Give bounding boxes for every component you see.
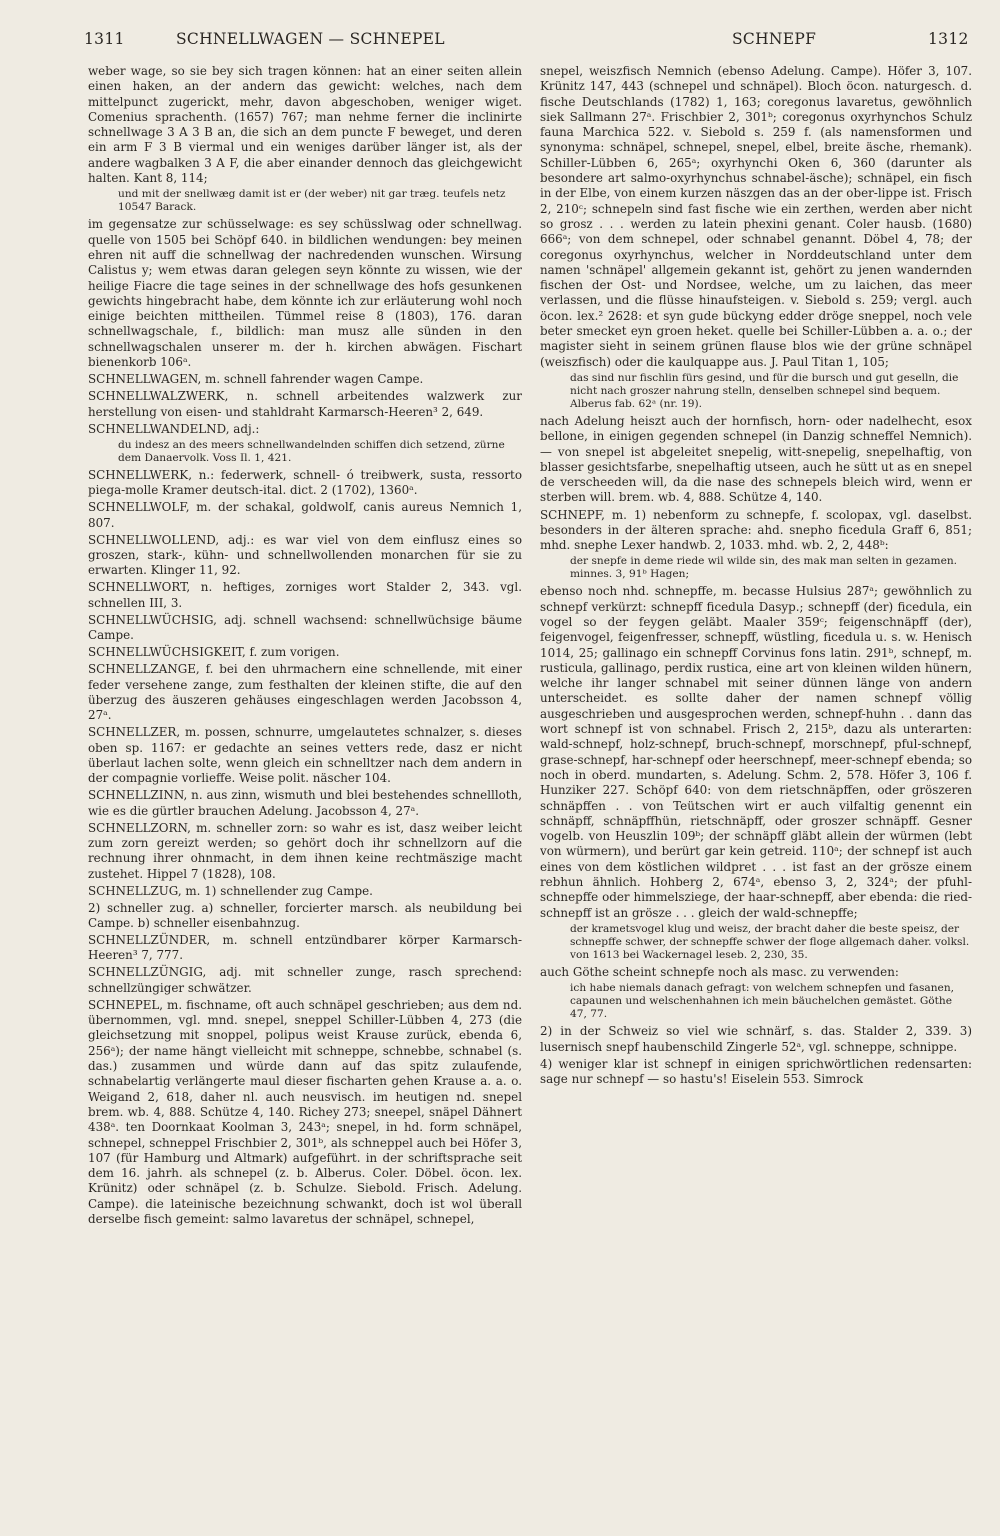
- left-column: [88, 64, 522, 1524]
- entry-paragraph: im gegensatze zur schüsselwage: es sey schüsslwag oder schnellwag. quelle von 1505 bei Schöpf 640. in bildlichen wendungen: bey meinen ehren nit auff die schnellwag der nachredenden wunschen. Wirsung Calistus y; wem etwas daran gelegen seyn könnte zu wissen, wie der heilige Fiacre die tage seines in der schnellwage des hofs gesunkenen gewichts hingebracht habe, dem könnte ich zur erläuterung wohl noch einige beichten mittheilen. Tümmel reise 8 (1803), 176. daran schnellwagschale, f., bildlich: man musz alle sünden in den schnellwagschalen unserer m. der h. kirchen abwägen. Fischart bienenkorb 106ᵃ.: [88, 217, 522, 370]
- right-page-number: 1312: [928, 30, 969, 48]
- entry-paragraph: 4) weniger klar ist schnepf in einigen sprichwörtlichen redensarten: sage nur schnepf — so hastu's! Eiselein 553. Simrock: [540, 1056, 972, 1086]
- quotation-block: ich habe niemals danach gefragt: von welchem schnepfen und fasanen, capaunen und welschenhahnen ich mein bäuchelchen gemästet. Göthe 47, 77.: [570, 982, 955, 1021]
- entry-paragraph: nach Adelung heiszt auch der hornfisch, horn- oder nadelhecht, esox bellone, in einigen gegenden schnepel (in Danzig schneffel Nemnich). — von snepel ist abgeleitet snepelig, witt-snepelig, snepelhaftig, von blasser gesichtsfarbe, snepelhaftig utseen, auch he sütt ut as en snepel de verscheeden will, da die nase des schnepels bleich wird, wenn er sterben will. brem. wb. 4, 888. Schütze 4, 140.: [540, 413, 972, 505]
- quotation-block: du indesz an des meers schnellwandelnden schiffen dich setzend, zürne dem Danaervolk. Voss Il. 1, 421.: [118, 438, 505, 464]
- entry-paragraph: SCHNELLWÜCHSIG, adj. schnell wachsend: schnellwüchsige bäume Campe.: [88, 612, 522, 643]
- entry-paragraph: 2) in der Schweiz so viel wie schnärf, s. das. Stalder 2, 339. 3) lusernisch snepf haubenschild Zingerle 52ᵃ, vgl. schneppe, schnippe.: [540, 1024, 972, 1054]
- quotation-block: das sind nur fischlin fürs gesind, und für die bursch und gut geselln, die nicht nach groszer nahrung stelln, denselben schnepel sind bequem. Alberus fab. 62ᵃ (nr. 19).: [570, 371, 959, 410]
- entry-paragraph: SCHNELLZANGE, f. bei den uhrmachern eine schnellende, mit einer feder versehene zange, zum festhalten der kleinen stifte, die auf den überzug des äuszeren gehäuses eingeschlagen werden Jacobsson 4, 27ᵃ.: [88, 662, 522, 723]
- entry-paragraph: weber wage, so sie bey sich tragen können: hat an einer seiten allein einen haken, an der andern das gewicht: welches, nach dem mittelpunct zugerickt, mehr, davon abgeschoben, weniger wiget. Comenius sprachenth. (1657) 767; man nehme ferner die inclinirte schnellwage 3 A 3 B an, die sich an dem puncte F beweget, und deren ein arm F 3 B viermal und ein weniges darüber länger ist, als der andere wagbalken 3 A F, die aber einander dennoch das gleichgewicht halten. Kant 8, 114;: [88, 64, 522, 186]
- entry-paragraph: SCHNEPF, m. 1) nebenform zu schnepfe, f. scolopax, vgl. daselbst. besonders in der älteren sprache: ahd. snepho ficedula Graff 6, 851; mhd. snephe Lexer handwb. 2, 1033. mhd. wb. 2, 2, 448ᵇ:: [540, 507, 972, 553]
- entry-paragraph: SCHNELLZÜNGIG, adj. mit schneller zunge, rasch sprechend: schnellzüngiger schwätzer.: [88, 965, 522, 995]
- right-column: [540, 64, 972, 1524]
- entry-paragraph: SCHNELLWERK, n.: federwerk, schnell- ó treibwerk, susta, ressorto piega-molle Kramer deutsch-ital. dict. 2 (1702), 1360ᵃ.: [88, 467, 522, 498]
- entry-paragraph: SCHNELLZUG, m. 1) schnellender zug Campe.: [88, 883, 373, 898]
- entry-paragraph: SCHNELLWAGEN, m. schnell fahrender wagen Campe.: [88, 372, 424, 387]
- entry-paragraph: SCHNELLZINN, n. aus zinn, wismuth und blei bestehendes schnellloth, wie es die gürtler brauchen Adelung. Jacobsson 4, 27ᵃ.: [88, 788, 522, 818]
- entry-paragraph: SCHNEPEL, m. fischname, oft auch schnäpel geschrieben; aus dem nd. übernommen, vgl. mnd. snepel, sneppel Schiller-Lübben 4, 273 (die gleichsetzung mit snoppel, polipus weist Krause zurück, ebenda 6, 256ᵃ); der name hängt vielleicht mit schneppe, schnebbe, schnabel (s. das.) zusammen und würde dann auf das spitz zulaufende, schnabelartig verlängerte maul dieser fischarten gehen Krause a. a. o. Weigand 2, 618, daher nl. auch neusvisch. im heutigen nd. snepel brem. wb. 4, 888. Schütze 4, 140. Richey 273; sneepel, snäpel Dähnert 438ᵃ. ten Doornkaat Koolman 3, 243ᵃ; snepel, in hd. form schnäpel, schnepel, schneppel Frischbier 2, 301ᵇ, als schneppel auch bei Höfer 3, 107 (für Hamburg und Altmark) aufgeführt. in der schriftsprache seit dem 16. jahrh. als schnepel (z. b. Alberus. Coler. Döbel. öcon. lex. Krünitz) oder schnäpel (z. b. Schulze. Siebold. Frisch. Adelung. Campe). die lateinische bezeichnung schwankt, doch ist wol überall derselbe fisch gemeint: salmo lavaretus der schnäpel, schnepel,: [88, 997, 522, 1227]
- entry-paragraph: SCHNELLZORN, m. schneller zorn: so wahr es ist, dasz weiber leicht zum zorn gereizt werden; so gehört doch ihr schnellzorn auf die rechnung ihrer ohnmacht, in dem ihnen keine rechtmäszige macht zustehet. Hippel 7 (1828), 108.: [88, 820, 522, 881]
- entry-paragraph: SCHNELLWÜCHSIGKEIT, f. zum vorigen.: [88, 645, 340, 660]
- entry-paragraph: 2) schneller zug. a) schneller, forcierter marsch. als neubildung bei Campe. b) schneller eisenbahnzug.: [88, 900, 522, 930]
- entry-paragraph: auch Göthe scheint schnepfe noch als masc. zu verwenden:: [540, 964, 899, 979]
- left-page-number: 1311: [84, 30, 125, 48]
- left-running-title: SCHNELLWAGEN — SCHNEPEL: [176, 30, 445, 48]
- entry-paragraph: SCHNELLWALZWERK, n. schnell arbeitendes walzwerk zur herstellung von eisen- und stahldraht Karmarsch-Heeren³ 2, 649.: [88, 389, 522, 419]
- entry-paragraph: SCHNELLWOLF, m. der schakal, goldwolf, canis aureus Nemnich 1, 807.: [88, 500, 522, 530]
- entry-paragraph: SCHNELLWORT, n. heftiges, zorniges wort Stalder 2, 343. vgl. schnellen III, 3.: [88, 580, 522, 610]
- right-running-title: SCHNEPF: [732, 30, 817, 48]
- quotation-block: der snepfe in deme riede wil wilde sin, des mak man selten in gezamen. minnes. 3, 91ᵇ Hagen;: [570, 555, 958, 581]
- entry-paragraph: SCHNELLZER, m. possen, schnurre, umgelautetes schnalzer, s. dieses oben sp. 1167: er gedachte an seines vetters rede, dasz er nicht überlaut lachen solte, wenn gleich ein schnelltzer nach dem andern in der compagnie vorlieffe. Weise polit. näscher 104.: [88, 725, 522, 786]
- quotation-block: und mit der snellwæg damit ist er (der weber) nit gar træg. teufels netz 10547 Barack.: [118, 188, 506, 214]
- entry-paragraph: SCHNELLWANDELND, adj.:: [88, 421, 260, 436]
- entry-paragraph: snepel, weiszfisch Nemnich (ebenso Adelung. Campe). Höfer 3, 107. Krünitz 147, 443 (schnepel und schnäpel). Bloch öcon. naturgesch. d. fische Deutschlands (1782) 1, 163; coregonus lavaretus, gewöhnlich siek Sallmann 27ᵃ. Frischbier 2, 301ᵇ; coregonus oxyrhynchos Schulz fauna Marchica 522. v. Siebold s. 259 f. (als namensformen und synonyma: schnäpel, schnepel, snepel, elbel, breite äsche, rhemank). Schiller-Lübben 6, 265ᵃ; oxyrhynchi Oken 6, 360 (darunter als besondere art salmo-oxyrhynchus schnabel-äsche); schnäpel, ein fisch in der Elbe, von einem kurzen näszgen das an der ober-lippe ist. Frisch 2, 210ᶜ; schnepeln sind fast fische wie ein zerthen, werden aber nicht so grosz . . . werden zu latein phexini genant. Coler hausb. (1680) 666ᵃ; von dem schnepel, oder schnabel genannt. Döbel 4, 78; der coregonus oxyrhynchus, welcher in Norddeutschland unter dem namen 'schnäpel' allgemein gekannt ist, gehört zu jenen wandernden fischen der Ost- und Nordsee, welche, um zu laichen, das meer verlassen, und die flüsse hinaufsteigen. v. Siebold s. 259; vergl. auch öcon. lex.² 2628: et syn gude bückyng edder dröge sneppel, noch vele beter smecket eyn groen heket. quelle bei Schiller-Lübben a. a. o.; der magister sieht in seinem grünen flause blos wie der grüne schnäpel (weiszfisch) oder die kaulquappe aus. J. Paul Titan 1, 105;: [540, 64, 972, 369]
- quotation-block: der krametsvogel klug und weisz, der bracht daher die beste speisz, der schnepffe schwer, der schnepffe schwer der floge allgemach daher. volksl. von 1613 bei Wackernagel leseb. 2, 230, 35.: [570, 922, 970, 961]
- entry-paragraph: ebenso noch nhd. schnepffe, m. becasse Hulsius 287ᵃ; gewöhnlich zu schnepf verkürzt: schnepff ficedula Dasyp.; schnepff (der) ficedula, ein vogel so der feygen geläbt. Maaler 359ᶜ; feigenschnäpff (der), feigenvogel, feigenfresser, schnepff, wüstling, ficedula u. s. w. Henisch 1014, 25; gallinago ein schnepff Corvinus fons latin. 291ᵇ, schnepf, m. rusticula, gallinago, perdix rustica, eine art von kleinen wilden hünern, welche ihr langer schnabel mit seiner dünnen länge von andern unterscheidet. es sollte daher der namen schnepf völlig ausgeschrieben und ausgesprochen werden, schnepf-huhn . . dann das wort schnepf ist von schnabel. Frisch 2, 215ᵇ, dazu als unterarten: wald-schnepf, holz-schnepf, bruch-schnepf, morschnepf, pful-schnepf, grase-schnepf, har-schnepf oder heerschnepf, meer-schnepf ebenda; so noch in oberd. mundarten, s. Adelung. Schm. 2, 578. Höfer 3, 106 f. Hunziker 227. Schöpf 640: von dem rietschnäpffen, oder gröszeren schnäpffen . . von Teütschen wirt er auch vilfaltig genennt ein schnäpff, schnäpffhün, rietschnäpff, oder groszer schnäpff. Gesner vogelb. von Heuszlin 109ᵇ; der schnäpff gläbt allein der würmen (lebt von würmern), und berürt gar kein getreid. 110ᵃ; der schnepf ist auch eines von dem köstlichen wildpret . . . ist fast an der grösze einem rebhun ähnlich. Hohberg 2, 674ᵃ, ebenso 3, 2, 324ᵃ; der pfuhl-schnepffe oder himmelsziege, der haar-schnepff, aber ebenda: die ried-schnepff ist an grösze . . . gleich der wald-schnepffe;: [540, 584, 972, 920]
- entry-paragraph: SCHNELLWOLLEND, adj.: es war viel von dem einflusz eines so groszen, stark-, kühn- und schnellwollenden monarchen für sie zu erwarten. Klinger 11, 92.: [88, 532, 522, 578]
- entry-paragraph: SCHNELLZÜNDER, m. schnell entzündbarer körper Karmarsch-Heeren³ 7, 777.: [88, 933, 522, 963]
